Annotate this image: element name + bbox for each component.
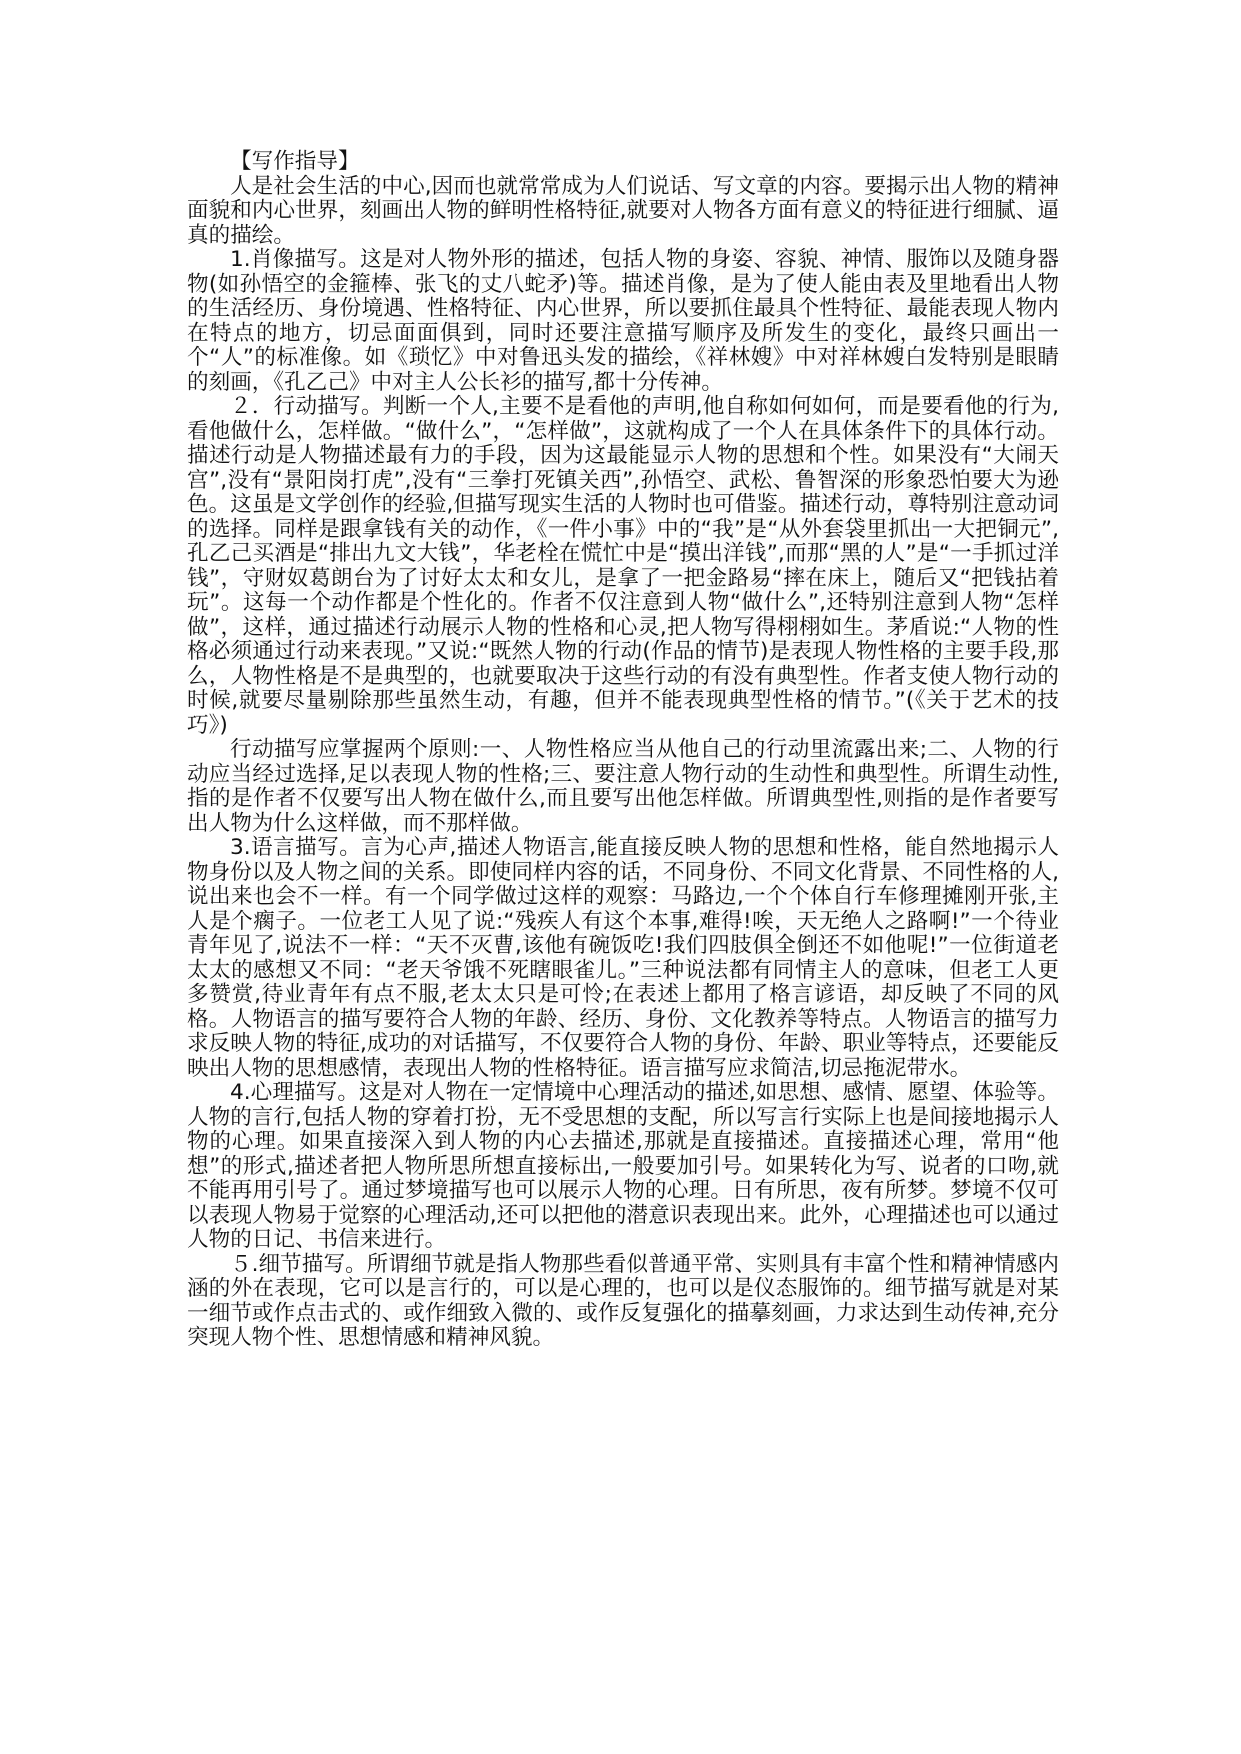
paragraph-action-description: ２．行动描写。判断一个人,主要不是看他的声明,他自称如何如何，而是要看他的行为,看他做什么，怎样做。“做什么”，“怎样做”，这就构成了一个人在具体条件下的具体行动。描述行动是人物描述最有力的手段，因为这最能显示人物的思想和个性。如果没有“大闹天宫”,没有“景阳岗打虎”,没有“三拳打死镇关西”,孙悟空、武松、鲁智深的形象恐怕要大为逊色。这虽是文学创作的经验,但描写现实生活的人物时也可借鉴。描述行动，尊特别注意动词的选择。同样是跟拿钱有关的动作，《一件小事》中的“我”是“从外套袋里抓出一大把铜元”,孔乙己买酒是“排出九文大钱”，华老栓在慌忙中是“摸出洋钱”,而那“黑的人”是“一手抓过洋钱”，守财奴葛朗台为了讨好太太和女儿，是拿了一把金路易“摔在床上，随后又“把钱拈着玩”。这每一个动作都是个性化的。作者不仅注意到人物“做什么”,还特别注意到人物“怎样做”，这样，通过描述行动展示人物的性格和心灵,把人物写得栩栩如生。茅盾说:“人物的性格必须通过行动来表现。”又说:“既然人物的行动(作品的情节)是表现人物性格的主要手段,那么，人物性格是不是典型的，也就要取决于这些行动的有没有典型性。作者支使人物行动的时候,就要尽量剔除那些虽然生动，有趣，但并不能表现典型性格的情节。”(《关于艺术的技巧》) [187,394,1059,738]
paragraph-action-principles: 行动描写应掌握两个原则:一、人物性格应当从他自己的行动里流露出来;二、人物的行动应当经过选择,足以表现人物的性格;三、要注意人物行动的生动性和典型性。所谓生动性,指的是作者不仅要写出人物在做什么,而且要写出他怎样做。所谓典型性,则指的是作者要写出人物为什么这样做，而不那样做。 [187,737,1059,836]
document-body [187,150,1059,1351]
paragraph-portrait-description: 1.肖像描写。这是对人物外形的描述，包括人物的身姿、容貌、神情、服饰以及随身器物(如孙悟空的金箍棒、张飞的丈八蛇矛)等。描述肖像，是为了使人能由表及里地看出人物的生活经历、身份境遇、性格特征、内心世界，所以要抓住最具个性特征、最能表现人物内在特点的地方，切忌面面俱到，同时还要注意描写顺序及所发生的变化，最终只画出一个“人”的标准像。如《琐忆》中对鲁迅头发的描绘，《祥林嫂》中对祥林嫂白发特别是眼睛的刻画，《孔乙己》中对主人公长衫的描写,都十分传神。 [187,247,1059,395]
paragraph-intro: 人是社会生活的中心,因而也就常常成为人们说话、写文章的内容。要揭示出人物的精神面貌和内心世界，刻画出人物的鲜明性格特征,就要对人物各方面有意义的特征进行细腻、逼真的描绘。 [187,173,1059,248]
paragraph-detail-description: ５.细节描写。所谓细节就是指人物那些看似普通平常、实则具有丰富个性和精神情感内涵的外在表现，它可以是言行的，可以是心理的，也可以是仪态服饰的。细节描写就是对某一细节或作点击式的、或作细致入微的、或作反复强化的描摹刻画，力求达到生动传神,充分突现人物个性、思想情感和精神风貌。 [187,1251,1059,1350]
section-heading: 【写作指导】 [230,149,360,174]
paragraph-psychological-description: 4.心理描写。这是对人物在一定情境中心理活动的描述,如思想、感情、愿望、体验等。人物的言行,包括人物的穿着打扮，无不受思想的支配，所以写言行实际上也是间接地揭示人物的心理。如果直接深入到人物的内心去描述,那就是直接描述。直接描述心理，常用“他想”的形式,描述者把人物所思所想直接标出,一般要加引号。如果转化为写、说者的口吻,就不能再用引号了。通过梦境描写也可以展示人物的心理。日有所思，夜有所梦。梦境不仅可以表现人物易于觉察的心理活动,还可以把他的潜意识表现出来。此外，心理描述也可以通过人物的日记、书信来进行。 [187,1080,1059,1252]
paragraph-language-description: 3.语言描写。言为心声,描述人物语言,能直接反映人物的思想和性格，能自然地揭示人物身份以及人物之间的关系。即使同样内容的话，不同身份、不同文化背景、不同性格的人,说出来也会不一样。有一个同学做过这样的观察：马路边,一个个体自行车修理摊刚开张,主人是个瘸子。一位老工人见了说:“残疾人有这个本事,难得!唉，天无绝人之路啊!”一个待业青年见了,说法不一样：“天不灭曹,该他有碗饭吃!我们四肢俱全倒还不如他呢!”一位街道老太太的感想又不同：“老天爷饿不死瞎眼雀儿。”三种说法都有同情主人的意味，但老工人更多赞赏,待业青年有点不服,老太太只是可怜;在表述上都用了格言谚语，却反映了不同的风格。人物语言的描写要符合人物的年龄、经历、身份、文化教养等特点。人物语言的描写力求反映人物的特征,成功的对话描写，不仅要符合人物的身份、年龄、职业等特点，还要能反映出人物的思想感情，表现出人物的性格特征。语言描写应求简洁,切忌拖泥带水。 [187,835,1059,1081]
